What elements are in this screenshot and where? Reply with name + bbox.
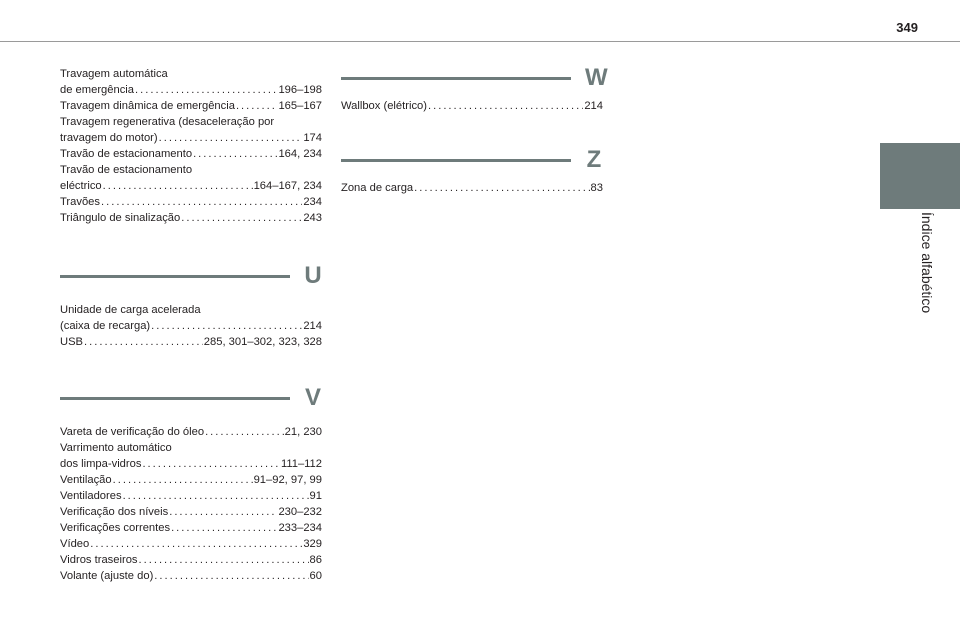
- entry-pages: 234: [303, 196, 322, 208]
- heading-letter: Z: [586, 146, 602, 173]
- entry-pages: 21, 230: [284, 426, 322, 438]
- entry-term: Volante (ajuste do): [60, 570, 154, 582]
- index-entry: [60, 520, 322, 536]
- entry-pages: 91–92, 97, 99: [253, 474, 322, 486]
- leader-dots: [169, 504, 277, 520]
- letter-heading: [341, 140, 603, 180]
- entry-term: USB: [60, 336, 84, 348]
- index-group-z: [341, 140, 603, 196]
- entry-pages: 86: [309, 554, 322, 566]
- entry-term: (caixa de recarga): [60, 320, 151, 332]
- entry-term: Verificações correntes: [60, 522, 171, 534]
- section-tab: [880, 143, 960, 209]
- index-entry: [60, 162, 322, 194]
- entry-pages: 60: [309, 570, 322, 582]
- leader-dots: [154, 568, 308, 584]
- index-group-u: [60, 256, 322, 350]
- entry-pages: 174: [303, 132, 322, 144]
- index-entry: [341, 98, 603, 114]
- index-entry: [60, 472, 322, 488]
- entry-line: Travão de estacionamento: [60, 164, 193, 176]
- entry-term: Ventiladores: [60, 490, 122, 502]
- letter-heading: [341, 58, 608, 98]
- index-entry: [60, 302, 322, 334]
- section-tab-label: Índice alfabético: [919, 212, 935, 314]
- leader-dots: [159, 130, 303, 146]
- index-entry: [60, 66, 322, 98]
- entry-pages: 214: [584, 100, 603, 112]
- entry-term: Ventilação: [60, 474, 112, 486]
- entry-term: travagem do motor): [60, 132, 158, 144]
- entry-line: Unidade de carga acelerada: [60, 304, 201, 316]
- index-column-left: [60, 66, 322, 584]
- header-rule: [0, 41, 960, 42]
- leader-dots: [171, 520, 277, 536]
- heading-rule: [341, 77, 571, 80]
- entry-pages: 243: [303, 212, 322, 224]
- leader-dots: [151, 318, 302, 334]
- index-group-w: [341, 58, 608, 114]
- index-entry: [341, 180, 603, 196]
- entry-term: Zona de carga: [341, 182, 414, 194]
- entry-term: Verificação dos níveis: [60, 506, 169, 518]
- entry-term: Wallbox (elétrico): [341, 100, 427, 112]
- leader-dots: [428, 98, 583, 114]
- heading-letter: V: [304, 384, 321, 411]
- entry-pages: 233–234: [278, 522, 322, 534]
- entry-term: Vidros traseiros: [60, 554, 138, 566]
- index-entry: [60, 440, 322, 472]
- index-entry: [60, 504, 322, 520]
- entry-line: Varrimento automático: [60, 442, 172, 454]
- index-entry: [60, 210, 322, 226]
- entry-term: dos limpa-vidros: [60, 458, 142, 470]
- leader-dots: [142, 456, 279, 472]
- leader-dots: [181, 210, 302, 226]
- index-column-right: [341, 58, 608, 196]
- entry-term: Travagem dinâmica de emergência: [60, 100, 235, 112]
- heading-rule: [60, 275, 290, 278]
- leader-dots: [135, 82, 277, 98]
- heading-rule: [60, 397, 290, 400]
- entry-pages: 165–167: [278, 100, 322, 112]
- entry-term: Triângulo de sinalização: [60, 212, 181, 224]
- entry-pages: 285, 301–302, 323, 328: [203, 336, 322, 348]
- index-entry: [60, 536, 322, 552]
- leader-dots: [103, 178, 253, 194]
- entry-pages: 230–232: [278, 506, 322, 518]
- entry-pages: 164, 234: [278, 148, 322, 160]
- leader-dots: [193, 146, 277, 162]
- index-entry: [60, 568, 322, 584]
- index-entry: [60, 424, 322, 440]
- entry-pages: 91: [309, 490, 322, 502]
- index-entry: [60, 146, 322, 162]
- letter-heading: [60, 256, 322, 296]
- index-entry: [60, 98, 322, 114]
- heading-letter: W: [585, 64, 608, 91]
- entry-line: Travagem automática: [60, 68, 168, 80]
- page-number: 349: [896, 20, 918, 35]
- entry-term: Vareta de verificação do óleo: [60, 426, 205, 438]
- leader-dots: [236, 98, 277, 114]
- leader-dots: [113, 472, 253, 488]
- entry-pages: 196–198: [278, 84, 322, 96]
- index-entry: [60, 334, 322, 350]
- index-entry: [60, 114, 322, 146]
- entry-pages: 83: [590, 182, 603, 194]
- index-entry: [60, 488, 322, 504]
- index-group-v: [60, 378, 322, 584]
- entry-pages: 164–167, 234: [253, 180, 322, 192]
- heading-letter: U: [304, 262, 322, 289]
- leader-dots: [139, 552, 309, 568]
- letter-heading: [60, 378, 322, 418]
- index-entry: [60, 194, 322, 210]
- leader-dots: [101, 194, 302, 210]
- leader-dots: [90, 536, 302, 552]
- entry-pages: 329: [303, 538, 322, 550]
- entry-line: Travagem regenerativa (desaceleração por: [60, 116, 275, 128]
- heading-rule: [341, 159, 571, 162]
- leader-dots: [414, 180, 589, 196]
- entry-term: Vídeo: [60, 538, 90, 550]
- index-entry: [60, 552, 322, 568]
- entry-term: Travões: [60, 196, 100, 208]
- entry-term: de emergência: [60, 84, 135, 96]
- entry-term: Travão de estacionamento: [60, 148, 193, 160]
- entry-term: eléctrico: [60, 180, 102, 192]
- entry-pages: 111–112: [280, 458, 322, 470]
- entry-pages: 214: [303, 320, 322, 332]
- leader-dots: [84, 334, 203, 350]
- index-group-t: [60, 66, 322, 226]
- leader-dots: [205, 424, 284, 440]
- leader-dots: [123, 488, 309, 504]
